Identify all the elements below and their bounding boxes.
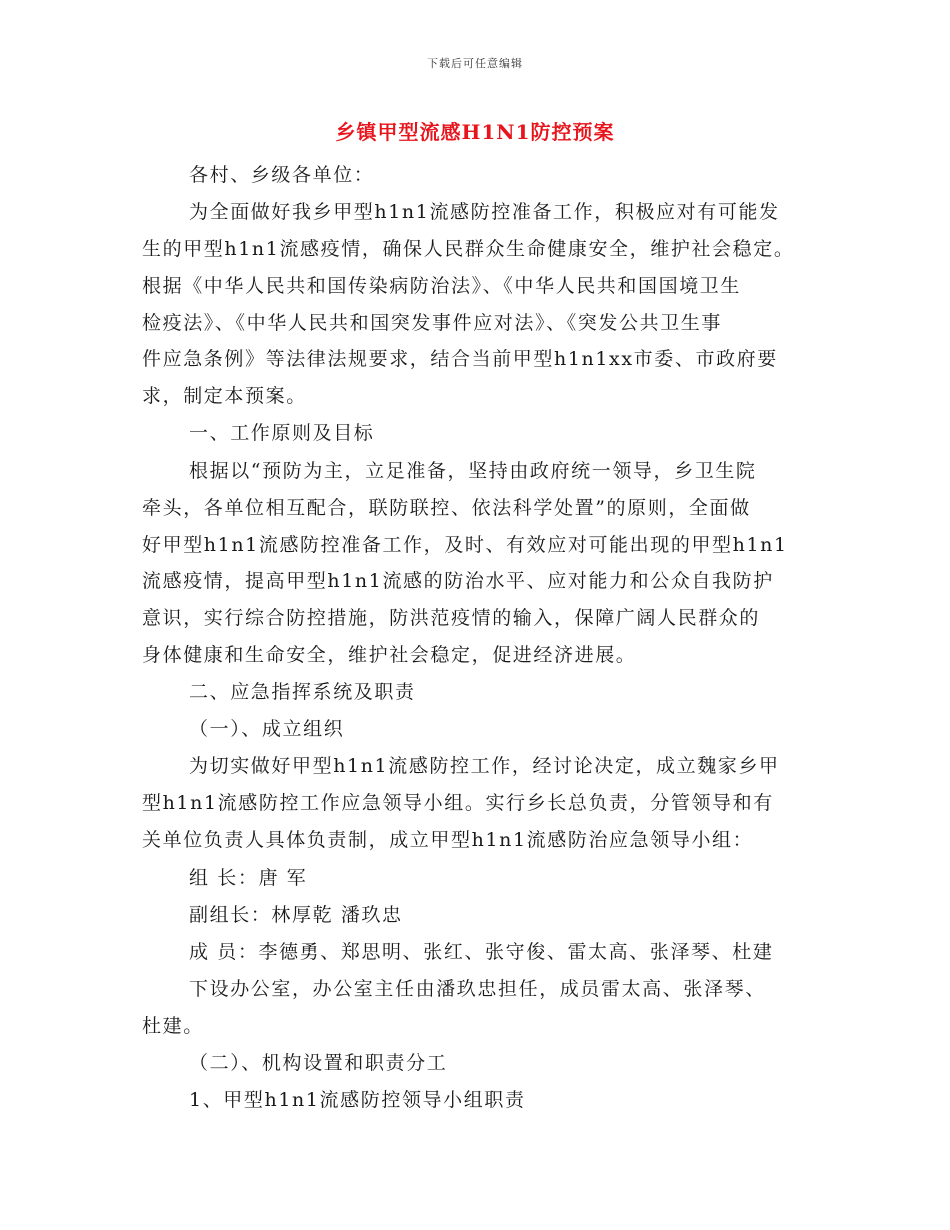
paragraph-line: 求，制定本预案。 — [142, 385, 307, 407]
subsection-heading: （二）、机构设置和职责分工 — [189, 1052, 448, 1074]
document-title: 乡镇甲型流感H1N1防控预案 — [335, 120, 615, 144]
header-note: 下载后可任意编辑 — [427, 57, 523, 70]
deputy-leader-line: 副组长：林厚乾 潘玖忠 — [189, 904, 403, 926]
paragraph-line: 身体健康和生命安全，维护社会稳定，促进经济进展。 — [142, 644, 637, 666]
paragraph-line: 生的甲型h1n1流感疫情，确保人民群众生命健康安全，维护社会稳定。 — [142, 238, 795, 260]
paragraph-line: 为全面做好我乡甲型h1n1流感防控准备工作，积极应对有可能发 — [189, 201, 780, 223]
paragraph-line: 杜建。 — [142, 1015, 204, 1037]
section-heading: 二、应急指挥系统及职责 — [189, 681, 416, 703]
section-heading: 一、工作原则及目标 — [189, 422, 375, 444]
paragraph-line: 件应急条例》等法律法规要求，结合当前甲型h1n1xx市委、市政府要 — [142, 348, 778, 370]
paragraph-line: 意识，实行综合防控措施，防洪范疫情的输入，保障广阔人民群众的 — [142, 607, 761, 629]
leader-line: 组 长：唐 军 — [189, 867, 308, 889]
subsection-heading: （一）、成立组织 — [189, 718, 345, 740]
paragraph-line: 为切实做好甲型h1n1流感防控工作，经讨论决定，成立魏家乡甲 — [189, 755, 780, 777]
paragraph-line: 关单位负责人具体负责制，成立甲型h1n1流感防治应急领导小组： — [142, 829, 754, 851]
paragraph-line: 根据《中华人民共和国传染病防治法》、《中华人民共和国国境卫生 — [142, 275, 742, 297]
members-line: 成 员：李德勇、郑思明、张红、张守俊、雷太高、张泽琴、杜建 — [189, 941, 774, 963]
paragraph-line: 检疫法》、《中华人民共和国突发事件应对法》、《突发公共卫生事 — [142, 312, 723, 334]
paragraph-line: 牵头，各单位相互配合，联防联控、依法科学处置”的原则，全面做 — [142, 497, 751, 519]
salutation-line: 各村、乡级各单位： — [189, 164, 375, 186]
paragraph-line: 流感疫情，提高甲型h1n1流感的防治水平、应对能力和公众自我防护 — [142, 570, 774, 592]
paragraph-line: 根据以“预防为主，立足准备，坚持由政府统一领导，乡卫生院 — [189, 460, 757, 482]
paragraph-line: 好甲型h1n1流感防控准备工作，及时、有效应对可能出现的甲型h1n1 — [142, 534, 788, 556]
paragraph-line: 下设办公室，办公室主任由潘玖忠担任，成员雷太高、张泽琴、 — [189, 978, 766, 1000]
numbered-item: 1、甲型h1n1流感防控领导小组职责 — [189, 1089, 526, 1111]
paragraph-line: 型h1n1流感防控工作应急领导小组。实行乡长总负责，分管领导和有 — [142, 792, 774, 814]
